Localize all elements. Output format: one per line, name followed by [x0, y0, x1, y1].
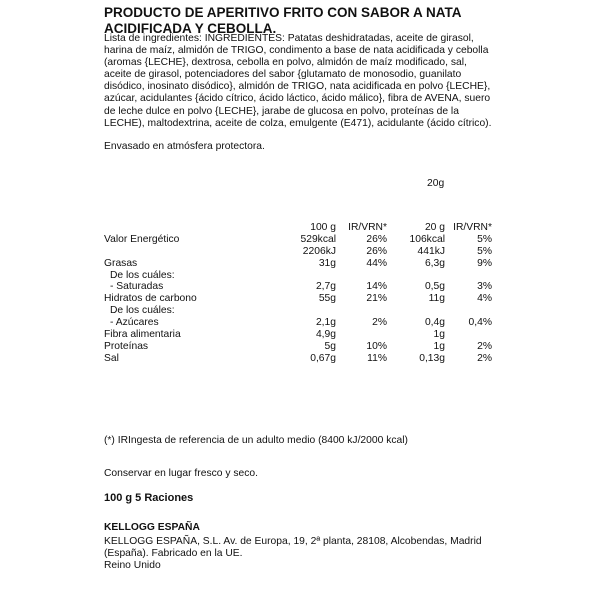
net-weight-rations: 100 g 5 Raciones [104, 492, 194, 504]
value-per-100g: 2206kJ [302, 245, 336, 257]
nutrition-row [104, 329, 496, 341]
nutrition-row [104, 270, 496, 282]
nutrition-table [104, 222, 496, 365]
ir-per-20g: 5% [477, 245, 492, 257]
nutrient-name: De los cuáles: [110, 269, 175, 281]
header-ir-20g: IR/VRN* [453, 222, 492, 233]
nutrition-row [104, 341, 496, 353]
nutrient-name: Hidratos de carbono [104, 293, 197, 305]
value-per-20g: 0,4g [424, 317, 445, 329]
ir-per-20g: 3% [477, 281, 492, 293]
ir-per-100g: 26% [366, 245, 387, 257]
company-address: KELLOGG ESPAÑA, S.L. Av. de Europa, 19, 2ª planta, 28108, Alcobendas, Madrid (España). Fabricado en la UE. [104, 536, 482, 560]
ir-per-100g: 44% [366, 257, 387, 269]
value-per-100g: 5g [324, 340, 336, 352]
nutrition-row [104, 281, 496, 293]
nutrition-row [104, 246, 496, 258]
value-per-20g: 0,13g [419, 352, 445, 364]
nutrient-name: Sal [104, 352, 119, 364]
nutrition-header-row [104, 222, 496, 234]
header-ir-100g: IR/VRN* [348, 222, 387, 233]
ir-per-100g: 26% [366, 233, 387, 245]
company-name: KELLOGG ESPAÑA [104, 522, 200, 533]
nutrition-row [104, 317, 496, 329]
nutrient-name: Valor Energético [104, 233, 180, 245]
nutrition-row [104, 293, 496, 305]
ir-per-20g: 2% [477, 352, 492, 364]
ir-per-100g: 11% [367, 352, 387, 364]
ir-per-20g: 4% [477, 293, 492, 305]
value-per-20g: 0,5g [424, 281, 445, 293]
nutrition-row [104, 258, 496, 270]
nutrition-row [104, 305, 496, 317]
product-title-line-1: PRODUCTO DE APERITIVO FRITO CON SABOR A NATA [104, 5, 462, 20]
ir-per-100g: 21% [366, 293, 387, 305]
value-per-100g: 529kcal [300, 233, 336, 245]
reference-intake-footnote: (*) IRIngesta de referencia de un adulto medio (8400 kJ/2000 kcal) [104, 435, 408, 446]
value-per-100g: 55g [318, 293, 336, 305]
ir-per-100g: 10% [366, 340, 387, 352]
storage-instructions: Conservar en lugar fresco y seco. [104, 468, 258, 479]
ir-per-20g: 5% [477, 233, 492, 245]
value-per-100g: 0,67g [310, 352, 336, 364]
company-address-block [104, 536, 496, 573]
nutrient-name: - Azúcares [110, 317, 159, 329]
nutrition-row [104, 353, 496, 365]
ir-per-20g: 2% [477, 340, 492, 352]
company-country: Reino Unido [104, 560, 161, 572]
value-per-100g: 2,1g [315, 317, 336, 329]
value-per-20g: 1g [433, 340, 445, 352]
nutrient-name: De los cuáles: [110, 305, 175, 317]
value-per-20g: 106kcal [409, 233, 445, 245]
value-per-20g: 1g [433, 329, 445, 341]
nutrient-name: - Saturadas [110, 281, 164, 293]
header-per-100g: 100 g [310, 222, 336, 233]
ir-per-100g: 14% [366, 281, 387, 293]
value-per-100g: 2,7g [315, 281, 336, 293]
value-per-100g: 4,9g [315, 329, 336, 341]
value-per-20g: 441kJ [417, 245, 445, 257]
nutrient-name: Grasas [104, 257, 138, 269]
value-per-100g: 31g [318, 257, 336, 269]
nutrient-name: Fibra alimentaria [104, 329, 181, 341]
product-title-line-2: ACIDIFICADA Y CEBOLLA. [104, 21, 277, 36]
portion-size-header: 20g [427, 178, 445, 189]
ir-per-100g: 2% [372, 317, 387, 329]
nutrition-row [104, 234, 496, 246]
ir-per-20g: 9% [477, 257, 492, 269]
packaging-note: Envasado en atmósfera protectora. [104, 141, 265, 152]
value-per-20g: 6,3g [424, 257, 445, 269]
ir-per-20g: 0,4% [468, 317, 492, 329]
value-per-20g: 11g [428, 293, 445, 305]
ingredients-list: Lista de ingredientes: INGREDIENTES: Patatas deshidratadas, aceite de girasol, harina de maíz, almidón de TRIGO, condimento a base de nata acidificada y cebolla (aromas {LECHE}, dextrosa, cebolla en polvo, almidón de maíz modificado, sal, aceite de girasol, potenciadores del sabor {glutamato de monosodio, guanilato disódico, inosinato disódico}, almidón de TRIGO, nata acidificada en polvo {LECHE}, azúcar, acidulantes {ácido cítrico, ácido láctico, ácido málico}, fibra de AVENA, suero de leche dulce en polvo {LECHE}, jarabe de glucosa en polvo, proteínas de la LECHE), maltodextrina, aceite de colza, emulgente (E471), acidulante (ácido cítrico). [104, 33, 492, 129]
header-per-20g: 20 g [424, 222, 445, 233]
nutrient-name: Proteínas [104, 340, 149, 352]
